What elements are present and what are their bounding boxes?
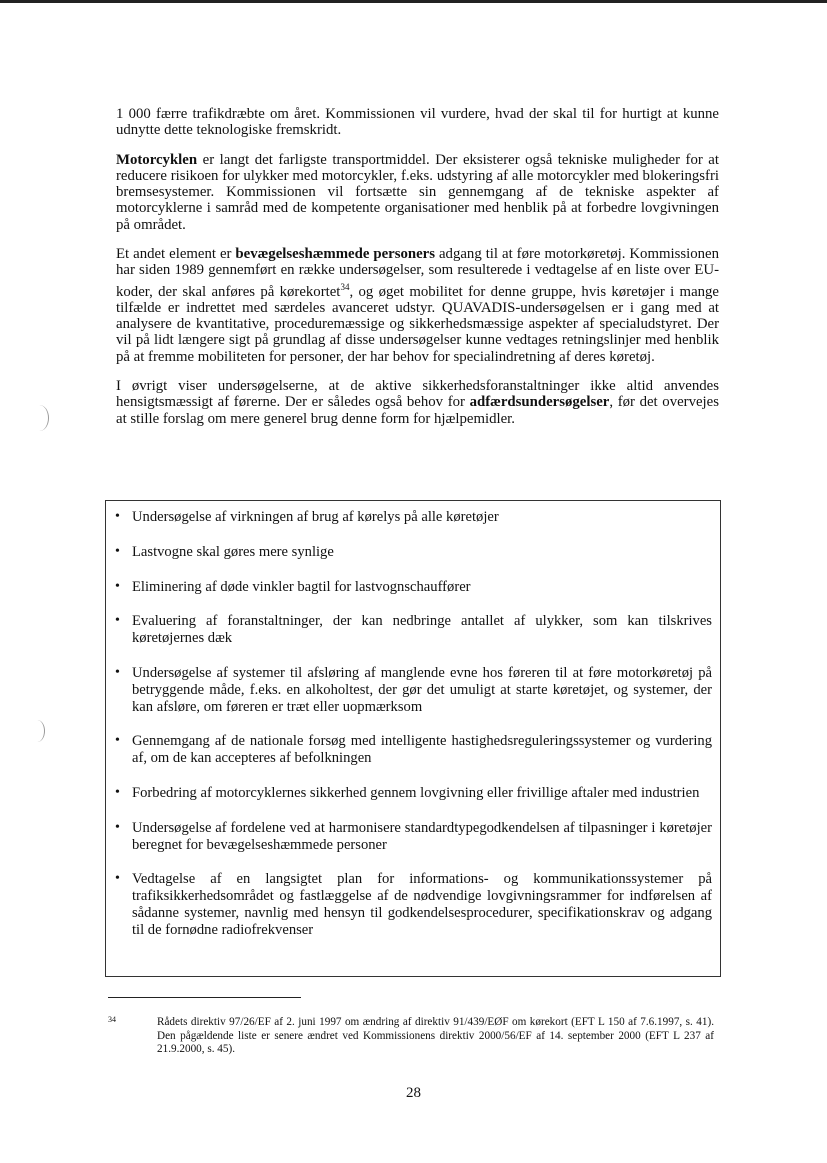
paragraph-behaviour-studies	[116, 378, 719, 427]
scan-artifact-mark	[30, 720, 45, 742]
list-item	[114, 820, 712, 854]
bold-term: adfærdsundersøgelser	[469, 394, 610, 411]
list-item-text: Undersøgelse af virkningen af brug af kørelys på alle køretøjer	[132, 509, 499, 525]
list-item-text: Vedtagelse af en langsigtet plan for informations- og kommunikationssystemer på trafiksikkerhedsområdet og fastlæggelse af de nødvendige lovgivningsrammer for indførelsen af sådanne systemer, navnlig med hensyn til godkendelsesprocedurer, specifikationskrav og adgang til de fornødne radiofrekvenser	[132, 871, 712, 938]
footnote-reference[interactable]: 34	[340, 281, 350, 292]
list-item-text: Undersøgelse af systemer til afsløring af manglende evne hos føreren til at føre motorkøretøj på betryggende måde, f.eks. en alkoholtest, der gør det umuligt at starte køretøjet, og systemer, der kan afsløre, om føreren er træt eller uopmærksom	[132, 664, 712, 715]
list-item	[114, 733, 712, 767]
paragraph-text: adgang til at føre motorkøretøj. Kommissionen har siden 1989 gennemført en række undersøgelser, som resulterede i vedtagelse af en liste over EU-koder, der skal anføres på kørekortet	[116, 246, 719, 300]
list-item-text: Eliminering af døde vinkler bagtil for lastvognschauffører	[132, 578, 471, 595]
list-item	[114, 665, 712, 715]
footnote-text: Rådets direktiv 97/26/EF af 2. juni 1997 om ændring af direktiv 91/439/EØF om kørekort (EFT L 150 af 7.6.1997, s. 41). Den pågældende liste er senere ændret ved Kommissionens direktiv 2000/56/EF af 14. september 2000 (EFT L 237 af 21.9.2000, s. 45).	[157, 1016, 714, 1056]
footnote	[108, 1016, 714, 1057]
bullet-icon: •	[115, 664, 120, 680]
measures-list	[106, 501, 720, 939]
list-item	[114, 871, 712, 938]
paragraph-text: 1 000 færre trafikdræbte om året. Kommissionen vil vurdere, hvad der skal til for hurtigt at kunne udnytte dette teknologiske fremskridt.	[116, 106, 719, 139]
list-item	[114, 785, 712, 802]
list-item-text: Lastvogne skal gøres mere synlige	[132, 543, 334, 560]
bullet-icon: •	[115, 543, 120, 559]
bullet-icon: •	[115, 871, 120, 887]
list-item-text: Forbedring af motorcyklernes sikkerhed gennem lovgivning eller frivillige aftaler med industrien	[132, 784, 700, 801]
paragraph-text: , og øget mobilitet for denne gruppe, hvis køretøjer i mange tilfælde er indrettet med særdeles avanceret udstyr. QUAVADIS-undersøgelsen er i gang med at analysere de kvantitative, proceduremæssige og sikkerhedsmæssige aspekter af specialudstyret. Der vil på lidt længere sigt på grundlag af disse undersøgelser kunne vedtages retningslinjer med henblik på at fremme mobiliteten for personer, der har behov for specialindretning af deres køretøj.	[116, 283, 719, 365]
bullet-icon: •	[115, 819, 120, 835]
footnote-mark: 34	[108, 1015, 116, 1024]
list-item	[114, 613, 712, 647]
paragraph-disabled-persons	[116, 246, 719, 365]
paragraph-text: , før det overvejes at stille forslag om mere generel brug denne form for hjælpemidler.	[116, 394, 719, 427]
footnote-separator	[108, 997, 301, 998]
paragraph-motorcycles	[116, 152, 719, 233]
paragraph-text: I øvrigt viser undersøgelserne, at de aktive sikkerhedsforanstaltninger ikke altid anvendes hensigtsmæssigt af førerne. Der er således også behov for	[116, 378, 719, 411]
bullet-icon: •	[115, 578, 120, 594]
body-text	[116, 106, 719, 440]
scan-artifact-mark	[30, 405, 49, 431]
bullet-icon: •	[115, 784, 120, 800]
list-item	[114, 509, 712, 526]
list-item	[114, 544, 712, 561]
list-item-text: Gennemgang af de nationale forsøg med intelligente hastighedsreguleringssystemer og vurdering af, om de kan accepteres af befolkningen	[132, 733, 712, 767]
top-edge-rule	[0, 0, 827, 3]
list-item-text: Evaluering af foranstaltninger, der kan nedbringe antallet af ulykker, som kan tilskrives køretøjernes dæk	[132, 613, 712, 647]
list-item	[114, 579, 712, 596]
bullet-icon: •	[115, 733, 120, 749]
paragraph-text: er langt det farligste transportmiddel. Der eksisterer også tekniske muligheder for at reducere risikoen for ulykker med motorcykler, f.eks. udstyring af alle motorcykler med blokeringsfri bremsesystemer. Kommissionen vil fortsætte sin gennemgang af de tekniske aspekter af motorcyklerne i samråd med de kompetente organisationer med henblik på at forbedre lovgivningen på området.	[116, 151, 719, 233]
list-item-text: Undersøgelse af fordelene ved at harmonisere standardtypegodkendelsen af tilpasninger i køretøjer beregnet for bevægelseshæmmede personer	[132, 819, 712, 853]
page-number: 28	[406, 1085, 421, 1101]
bold-term: bevægelseshæmmede personers	[235, 246, 436, 263]
paragraph-text: Et andet element er	[116, 246, 236, 263]
paragraph-intro	[116, 106, 719, 139]
bullet-icon: •	[115, 509, 120, 524]
bullet-icon: •	[115, 613, 120, 629]
bold-term: Motorcyklen	[116, 151, 198, 168]
measures-box	[105, 500, 721, 977]
